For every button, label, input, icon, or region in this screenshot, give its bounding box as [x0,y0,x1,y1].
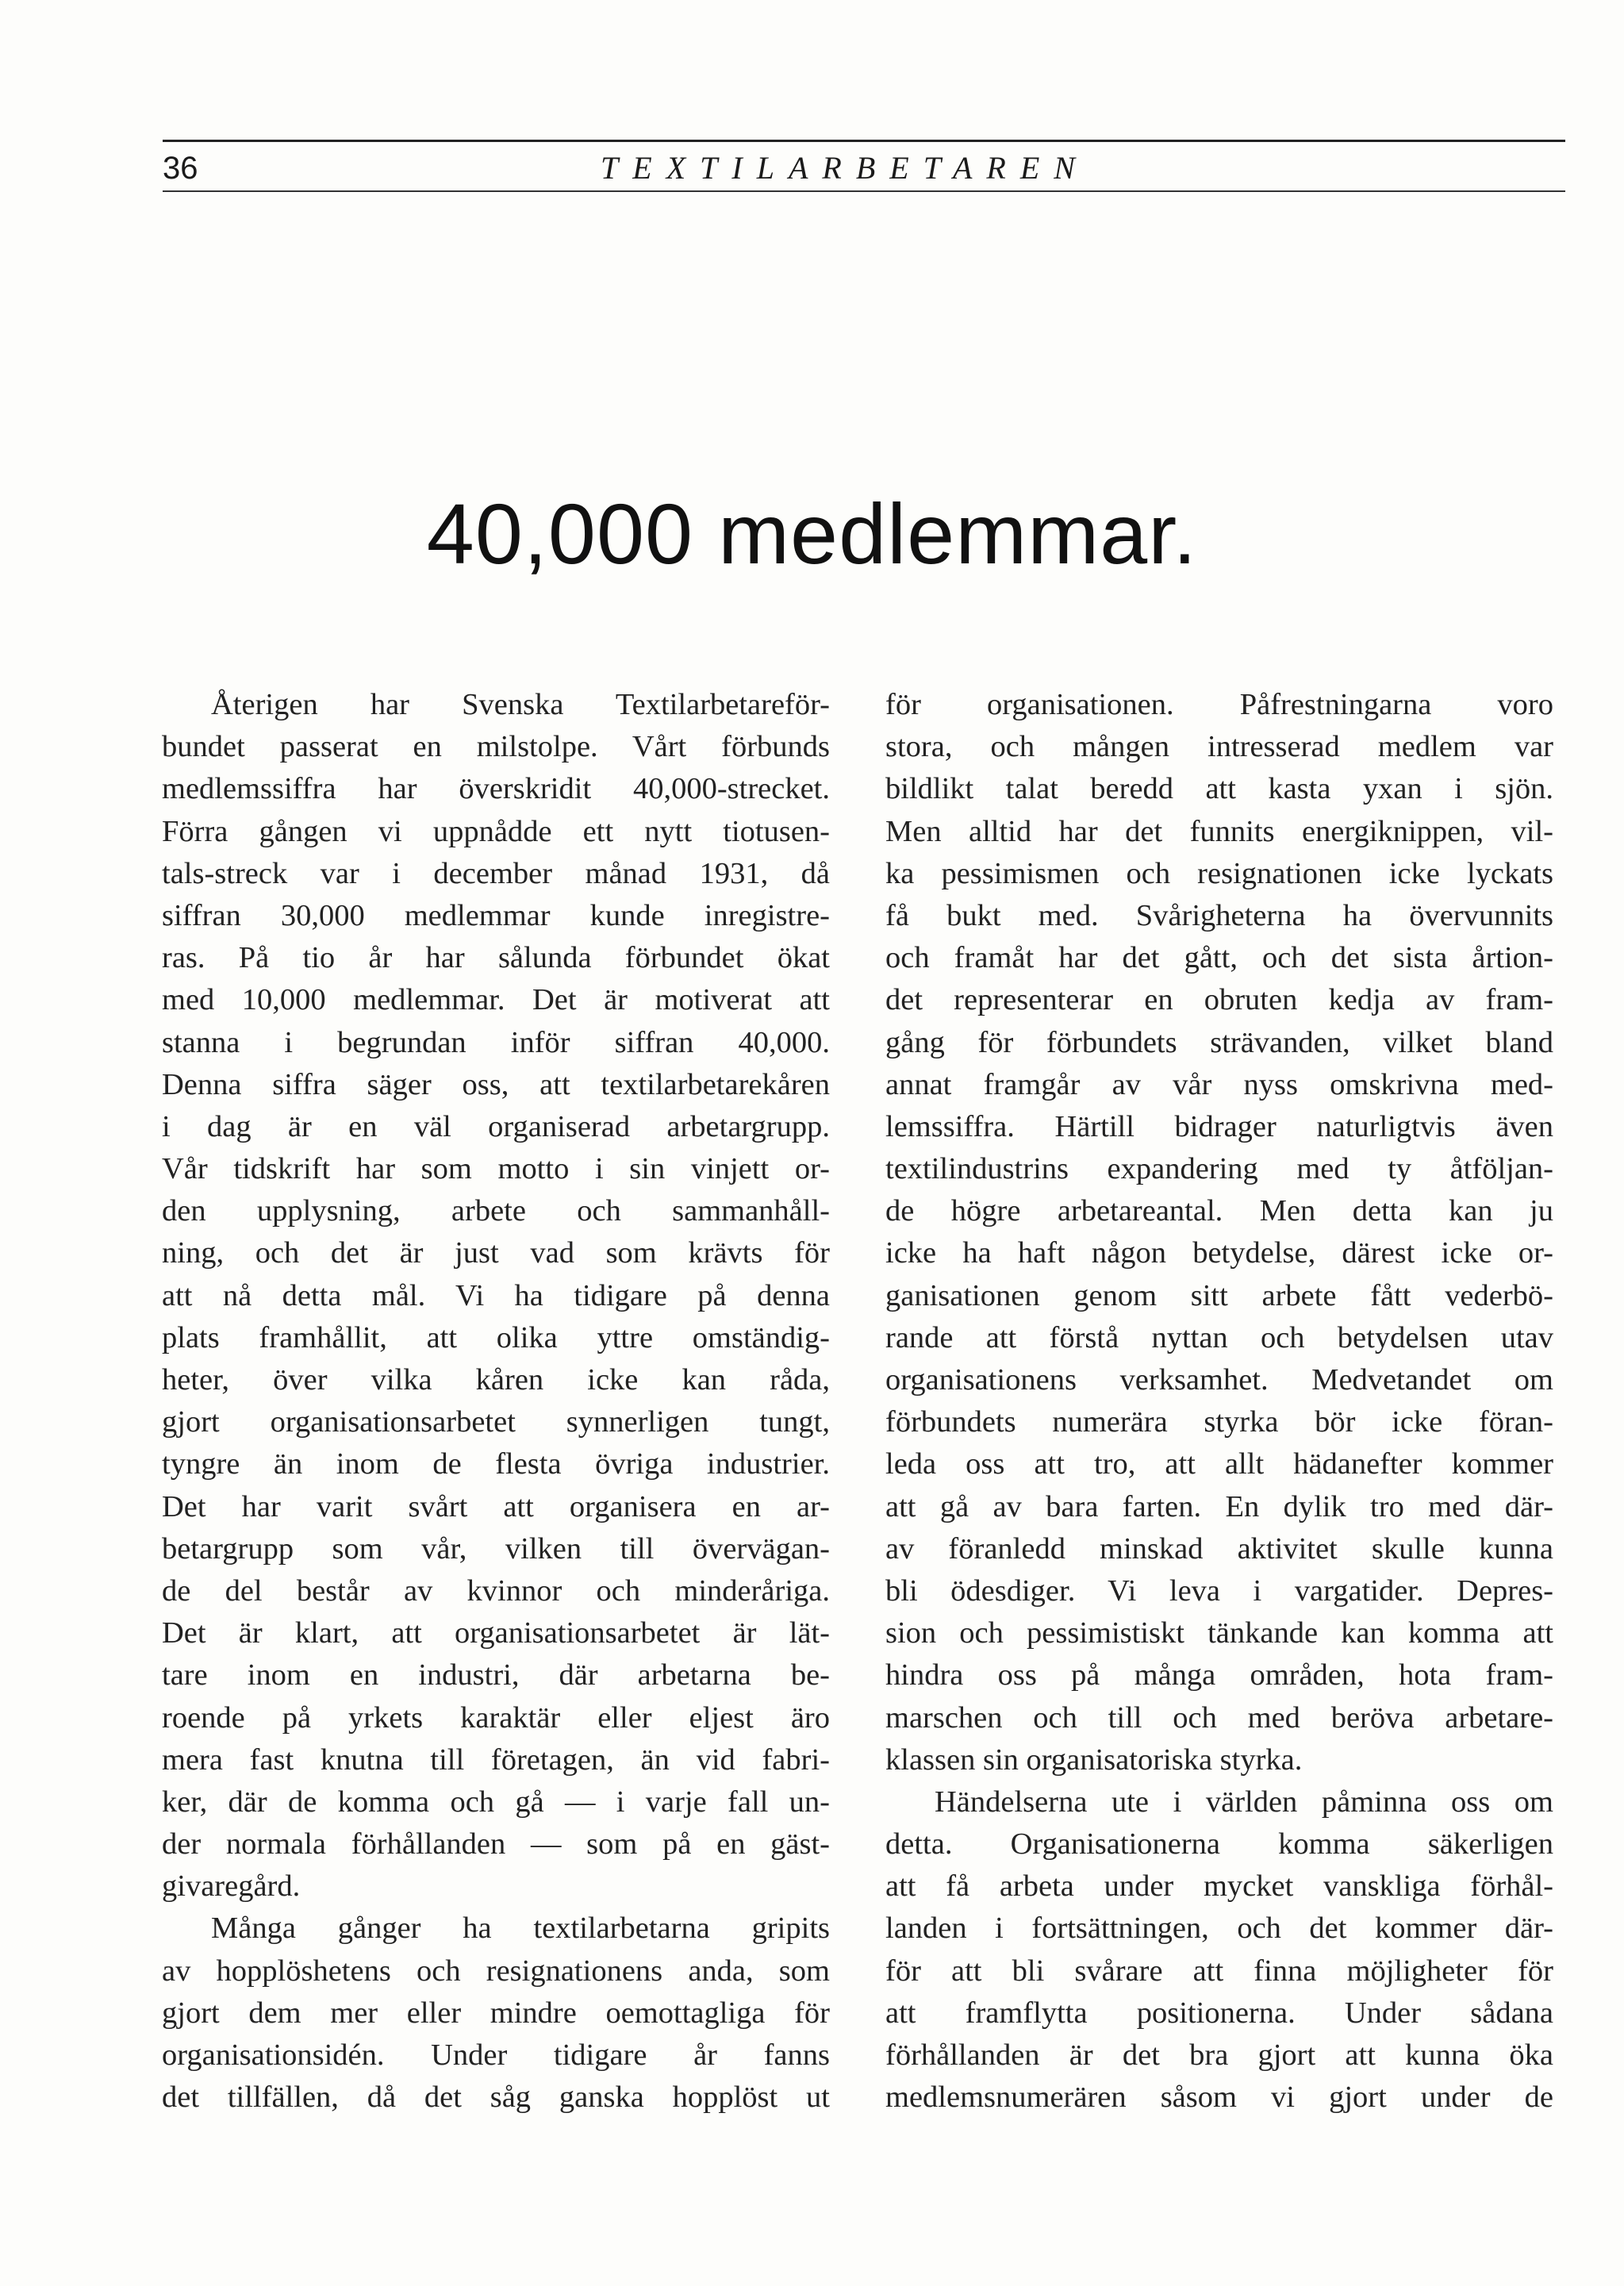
text-line: medlemsnumerären såsom vi gjort under de [885,2080,1553,2115]
text-line: det representerar en obruten kedja av fram- [885,983,1553,1017]
text-line: Vår tidskrift har som motto i sin vinjett or- [162,1152,830,1186]
text-line: gjort organisationsarbetet synnerligen tungt, [162,1405,830,1439]
text-line: med 10,000 medlemmar. Det är motiverat att [162,983,830,1017]
right-paragraph-1 [885,684,1553,1781]
text-line: stanna i begrundan inför siffran 40,000. [162,1025,830,1059]
text-line: att gå av bara farten. En dylik tro med där- [885,1489,1553,1523]
text-line: detta. Organisationerna komma säkerligen [885,1827,1553,1861]
text-line: sion och pessimistiskt tänkande kan komma att [885,1616,1553,1650]
text-line: bli ödesdiger. Vi leva i vargatider. Depres- [885,1573,1553,1608]
text-line: av föranledd minskad aktivitet skulle kunna [885,1531,1553,1566]
text-line: de del består av kvinnor och minderåriga. [162,1573,830,1608]
text-line: rande att förstå nyttan och betydelsen utav [885,1320,1553,1354]
text-line: bundet passerat en milstolpe. Vårt förbunds [162,730,830,764]
text-line: plats framhållit, att olika yttre omständig- [162,1320,830,1354]
text-line: få bukt med. Svårigheterna ha övervunnits [885,898,1553,932]
text-line: Händelserna ute i världen påminna oss om [935,1785,1553,1819]
text-line: den upplysning, arbete och sammanhåll- [162,1194,830,1228]
text-line: i dag är en väl organiserad arbetargrupp. [162,1109,830,1143]
header-rule-bottom [163,190,1565,192]
text-line: Men alltid har det funnits energiknippen, vil- [885,814,1553,848]
text-line: betargrupp som vår, vilken till övervägan- [162,1531,830,1566]
text-line: Det är klart, att organisationsarbetet är lät- [162,1616,830,1650]
page-number: 36 [163,151,198,186]
text-line: medlemssiffra har överskridit 40,000-strecket. [162,772,830,806]
text-line: ker, där de komma och gå — i varje fall un- [162,1785,830,1819]
text-line: annat framgår av vår nyss omskrivna med- [885,1067,1553,1101]
text-line: landen i fortsättningen, och det kommer där- [885,1911,1553,1946]
text-line: Förra gången vi uppnådde ett nytt tiotusen- [162,814,830,848]
text-line: ras. På tio år har sålunda förbundet ökat [162,941,830,975]
text-line: för att bli svårare att finna möjligheter för [885,1954,1553,1988]
text-line: textilindustrins expandering med ty åtföljan- [885,1152,1553,1186]
text-line: Denna siffra säger oss, att textilarbetarekåren [162,1067,830,1101]
text-line: lemssiffra. Härtill bidrager naturligtvis även [885,1109,1553,1143]
text-line: leda oss att tro, att allt hädanefter kommer [885,1447,1553,1481]
header-rule-top [163,140,1565,142]
text-line: klassen sin organisatoriska styrka. [885,1742,1303,1777]
text-line: stora, och mången intresserad medlem var [885,730,1553,764]
text-line: mera fast knutna till företagen, än vid fabri- [162,1742,830,1777]
text-line: gjort dem mer eller mindre oemottagliga för [162,1996,830,2030]
text-line: att nå detta mål. Vi ha tidigare på denna [162,1278,830,1312]
text-line: organisationens verksamhet. Medvetandet om [885,1363,1553,1397]
text-line: och framåt har det gått, och det sista årtion- [885,941,1553,975]
right-paragraph-2 [885,1781,1553,2119]
text-line: att framflytta positionerna. Under sådana [885,1996,1553,2030]
text-line: der normala förhållanden — som på en gäst- [162,1827,830,1861]
text-line: ka pessimismen och resignationen icke lyckats [885,856,1553,890]
text-line: det tillfällen, då det såg ganska hopplöst ut [162,2080,830,2115]
text-line: marschen och till och med beröva arbetare- [885,1700,1553,1735]
text-line: för organisationen. Påfrestningarna voro [885,688,1553,721]
text-line: av hopplöshetens och resignationens anda, som [162,1954,830,1988]
text-line: tals-streck var i december månad 1931, då [162,856,830,890]
text-line: Återigen har Svenska Textilarbetareför- [211,688,830,721]
text-line: tyngre än inom de flesta övriga industrier. [162,1447,830,1481]
left-column [162,684,830,2119]
text-line: Många gånger ha textilarbetarna gripits [211,1911,830,1946]
text-line: ning, och det är just vad som krävts för [162,1236,830,1270]
text-line: heter, över vilka kåren icke kan råda, [162,1363,830,1397]
text-line: organisationsidén. Under tidigare år fanns [162,2038,830,2072]
running-title: TEXTILARBETAREN [601,150,1089,186]
text-line: siffran 30,000 medlemmar kunde inregistre- [162,898,830,932]
text-line: förhållanden är det bra gjort att kunna öka [885,2038,1553,2072]
right-column [885,684,1553,2119]
text-line: bildlikt talat beredd att kasta yxan i sjön. [885,772,1553,806]
text-line: förbundets numerära styrka bör icke föran- [885,1405,1553,1439]
text-line: icke ha haft någon betydelse, därest icke or- [885,1236,1553,1270]
text-line: givaregård. [162,1869,301,1904]
article-title: 40,000 medlemmar. [426,486,1198,582]
text-line: hindra oss på många områden, hota fram- [885,1658,1553,1692]
text-line: roende på yrkets karaktär eller eljest äro [162,1700,830,1735]
text-line: att få arbeta under mycket vanskliga förhål- [885,1869,1553,1904]
left-paragraph-2 [162,1908,830,2119]
text-line: gång för förbundets strävanden, vilket bland [885,1025,1553,1059]
text-line: Det har varit svårt att organisera en ar- [162,1489,830,1523]
text-line: ganisationen genom sitt arbete fått vederbö- [885,1278,1553,1312]
left-paragraph-1 [162,684,830,1908]
text-line: tare inom en industri, där arbetarna be- [162,1658,830,1692]
text-line: de högre arbetareantal. Men detta kan ju [885,1194,1553,1228]
